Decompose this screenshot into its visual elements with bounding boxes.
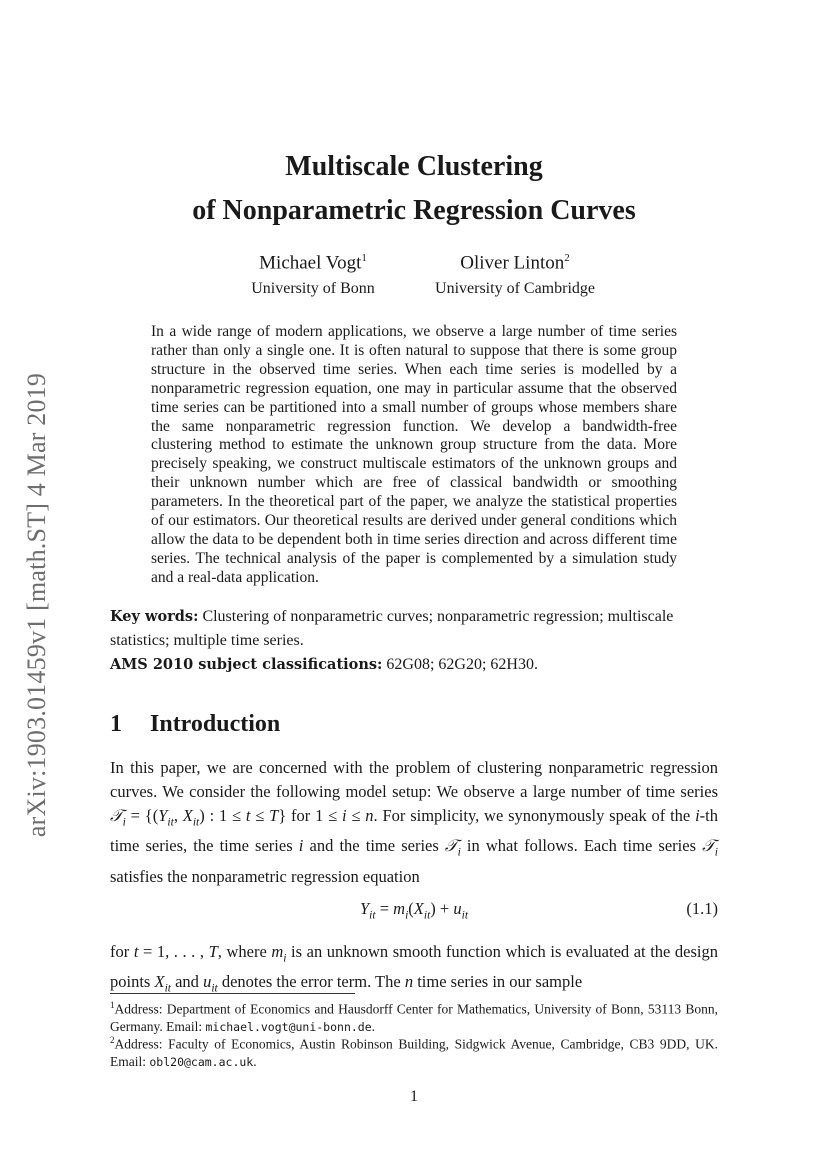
intro-paragraph-2: for t = 1, . . . , T, where $m_i$ is an unknown smooth function which is evaluated at the design points $X_{it}$ and $u_{it}$ denotes the error term. The n time series in our sample xyxy=(110,942,718,995)
text-run: . For simplicity, we synonymously speak of the xyxy=(373,806,696,825)
footnote-mark: 1 xyxy=(110,1000,115,1010)
text-run: , where xyxy=(217,942,272,961)
keywords-label: Key words: xyxy=(110,608,199,625)
abstract: In a wide range of modern applications, we observe a large number of time series rather than only a single one. It is often natural to suppose that there is some group structure in the observed time series. When each time series is modelled by a nonparametric regression equation, one may in particular assume that the observed time series can be partitioned into a small number of groups whose members share the same nonparametric regression function. We develop a bandwidth-free clustering method to estimate the unknown group structure from the data. More precisely speaking, we construct multiscale estimators of the unknown groups and their unknown number which are free of classical bandwidth or smoothing parameters. In the theoretical part of the paper, we analyze the statistical properties of our estimators. Our theoretical results are derived under general conditions which allow the data to be dependent both in time series direction and across different time series. The technical analysis of the paper is complemented by a simulation study and a real-data application. xyxy=(151,323,677,586)
text-run: In this paper, we are concerned with the problem of clustering nonparametric regression curves. We consider the following model setup: We observe a large number of time series xyxy=(110,758,718,801)
arxiv-stamp-text: arXiv:1903.01459v1 [math.ST] 4 Mar 2019 xyxy=(22,372,51,838)
author-affiliation: University of Bonn xyxy=(251,280,375,298)
footnote-1 xyxy=(110,997,718,1037)
arxiv-stamp xyxy=(16,352,58,858)
title-line-1: Multiscale Clustering xyxy=(285,151,543,182)
author-name: Oliver Linton xyxy=(460,252,565,274)
page-number: 1 xyxy=(410,1088,418,1105)
author-footnote-mark: 2 xyxy=(564,252,570,264)
text-run: is an unknown smooth function which is evaluated at the design points xyxy=(110,942,718,992)
ams-line xyxy=(110,653,718,677)
text-run: denotes the error term. The xyxy=(217,972,405,992)
footnote-mark: 2 xyxy=(110,1035,115,1045)
footnote-text: Address: Faculty of Economics, Austin Robinson Building, Sidgwick Avenue, Cambridge, CB3 9DD, UK. Email: xyxy=(110,1036,718,1069)
email-link[interactable]: obl20@cam.ac.uk xyxy=(149,1055,254,1069)
keywords-line xyxy=(110,605,718,653)
text-run: for xyxy=(110,942,134,961)
text-run: in what follows. Each time series xyxy=(460,836,703,856)
author-block-1 xyxy=(226,245,400,302)
text-run: and xyxy=(170,972,204,992)
equation-1-1 xyxy=(110,897,718,921)
text-run: -th time series, the time series xyxy=(110,806,718,856)
section-heading xyxy=(110,708,280,740)
section-number: 1 xyxy=(110,711,122,737)
section-title: Introduction xyxy=(150,711,281,737)
email-link[interactable]: michael.vogt@uni-bonn.de xyxy=(205,1020,372,1034)
text-run: and the time series xyxy=(303,836,445,856)
author-name: Michael Vogt xyxy=(259,252,362,274)
footnote-text: Address: Department of Economics and Hausdorff Center for Mathematics, University of Bonn, 53113 Bonn, Germany. Email: xyxy=(110,1001,718,1034)
footnote-end: . xyxy=(253,1054,257,1069)
equation-expression: $Y_{it} = m_i(X_{it}) + u_{it}$ xyxy=(359,899,469,922)
keywords-block xyxy=(110,605,718,677)
ams-label: AMS 2010 subject classifications: xyxy=(110,656,383,673)
intro-paragraph-1: In this paper, we are concerned with the problem of clustering nonparametric regression curves. We consider the following model setup: We observe a large number of time series 𝒯$_i$ = {($Y_{it}$, $X_{it}$) : 1 ≤ t ≤ T} for 1 ≤ i ≤ n. For simplicity, we synonymously speak of the i-th time series, the time series i and the time series 𝒯$_i$ in what follows. Each time series 𝒯$_i$ satisfies the nonparametric regression equation xyxy=(110,758,718,886)
equation-tag: (1.1) xyxy=(686,899,718,918)
author-block-2 xyxy=(420,245,610,302)
footnote-2 xyxy=(110,1032,718,1072)
footnote-end: . xyxy=(371,1019,376,1034)
keywords-text: Clustering of nonparametric curves; nonparametric regression; multiscale statistics; multiple time series. xyxy=(110,608,674,649)
author-affiliation: University of Cambridge xyxy=(435,280,595,298)
footnote-rule xyxy=(110,993,355,994)
text-run: time series in our sample xyxy=(413,972,583,992)
author-footnote-mark: 1 xyxy=(361,252,367,264)
text-run: satisfies the nonparametric regression equation xyxy=(110,866,420,886)
title-line-2: of Nonparametric Regression Curves xyxy=(192,195,636,226)
text-run: for xyxy=(286,806,316,825)
ams-text: 62G08; 62G20; 62H30. xyxy=(386,656,538,673)
paper-title xyxy=(110,145,718,233)
